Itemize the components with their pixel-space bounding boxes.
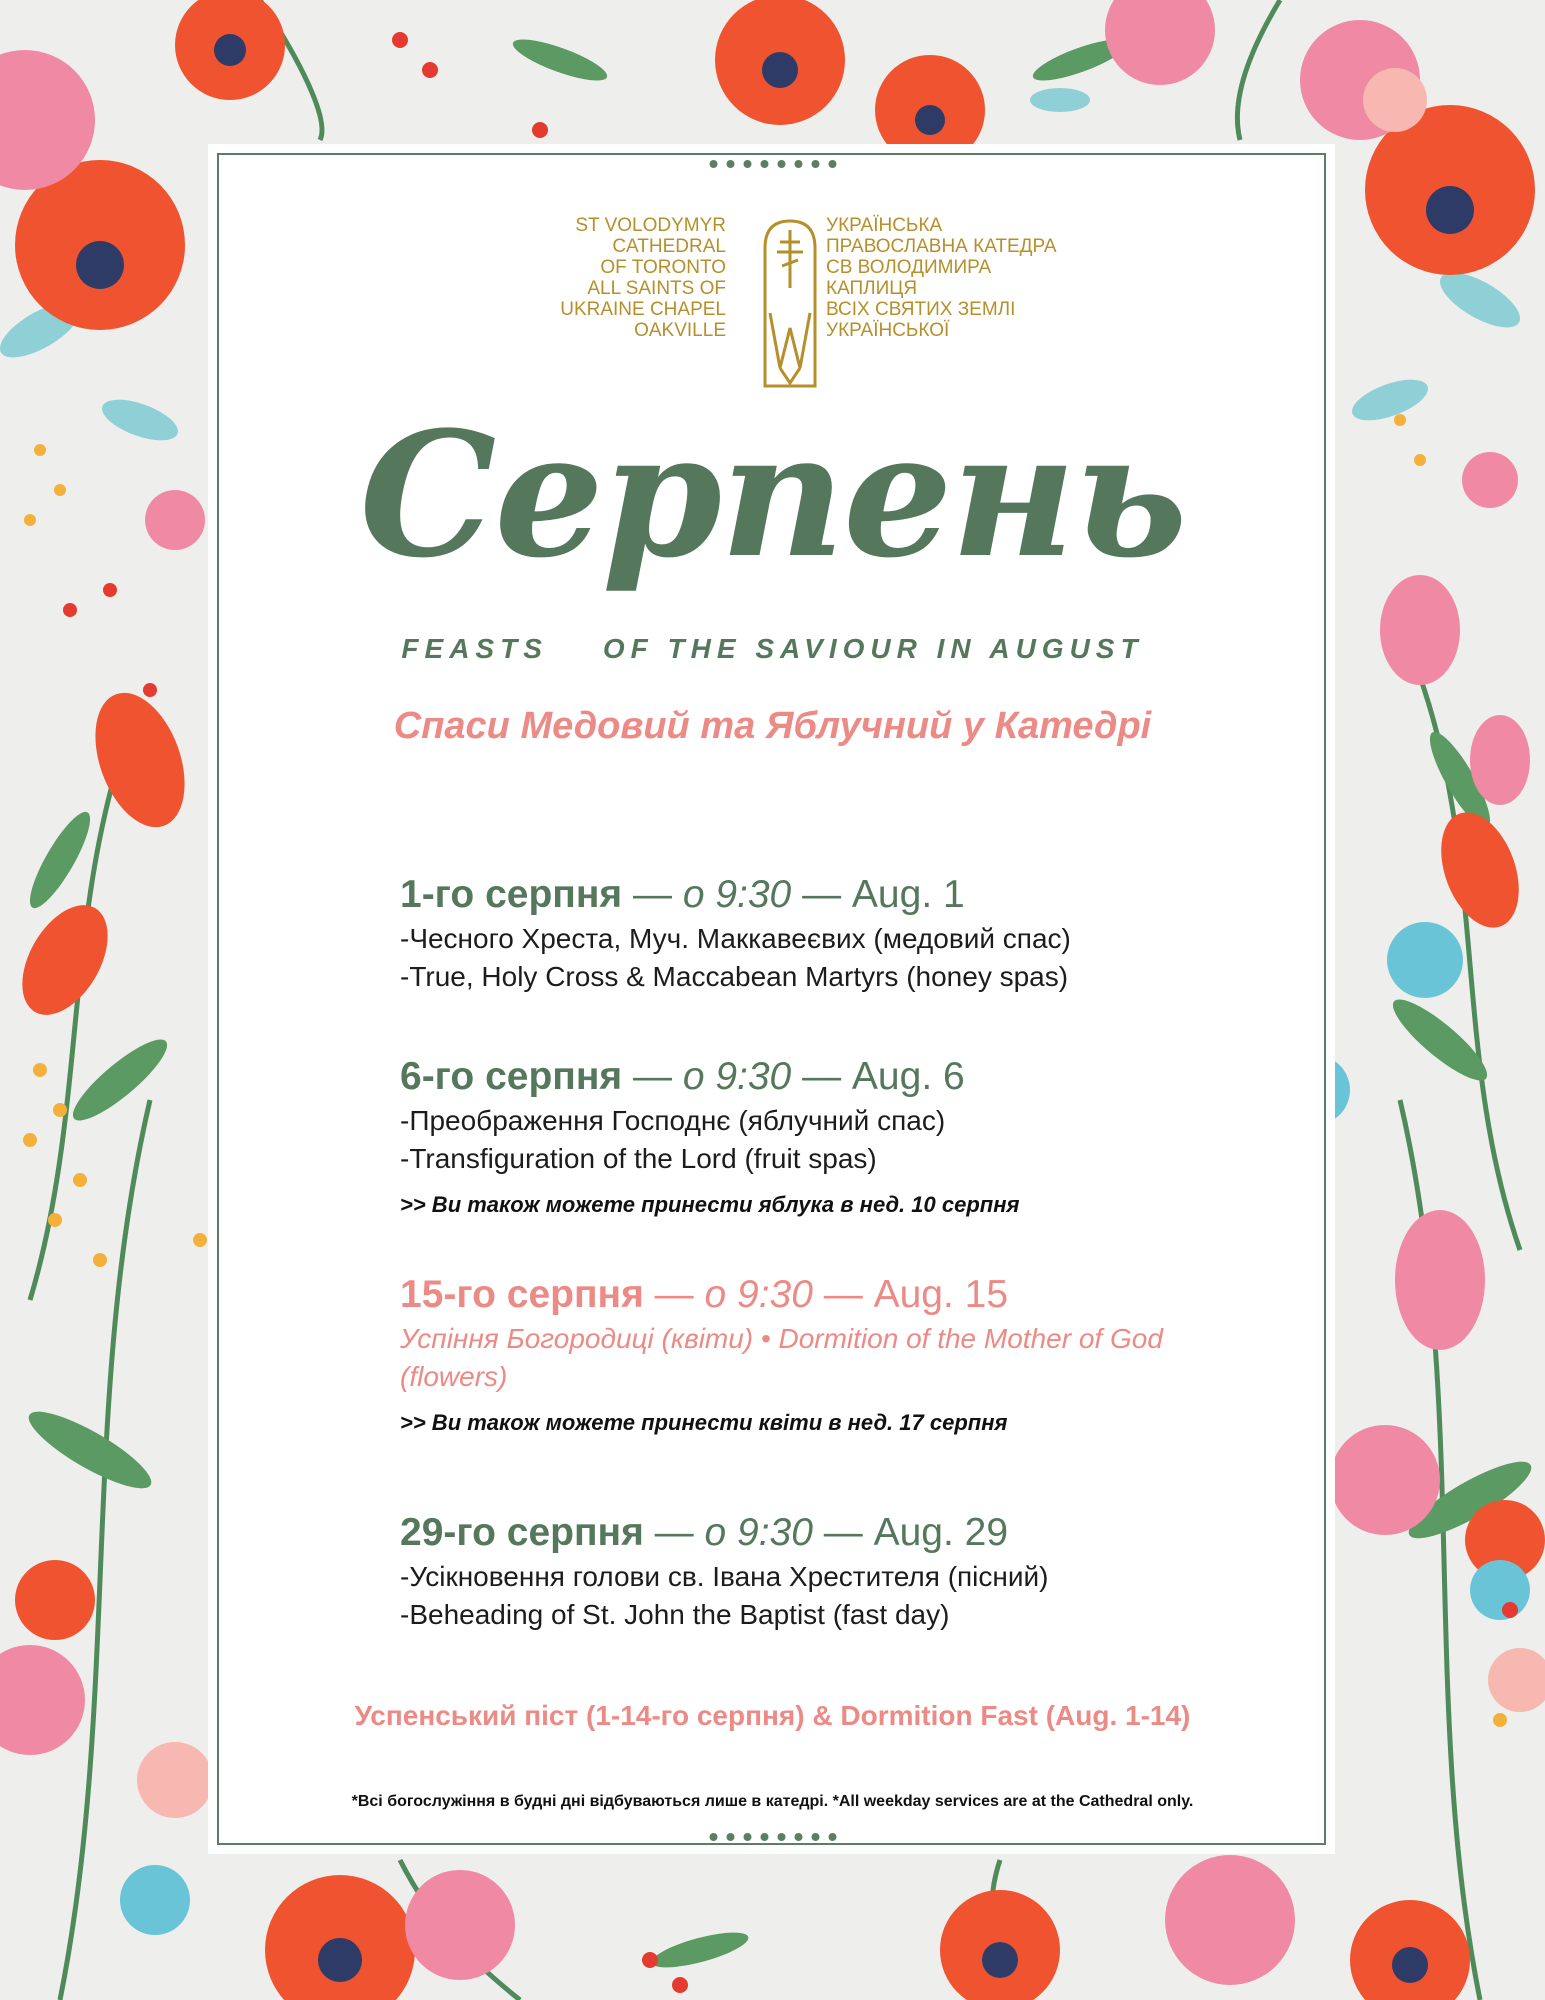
page-subtitle bbox=[0, 633, 1545, 665]
page-title: Серпень bbox=[359, 393, 1186, 596]
cathedral-logo bbox=[500, 215, 1100, 395]
logo-text-english: ST VOLODYMYR CATHEDRAL OF TORONTO ALL SAINTS OF UKRAINE CHAPEL OAKVILLE bbox=[560, 215, 726, 341]
tagline: Спаси Медовий та Яблучний у Катедрі bbox=[393, 705, 1152, 747]
event-description: -Чесного Хреста, Муч. Маккавеєвих (медовий спас) -True, Holy Cross & Maccabean Martyrs (honey spas) bbox=[400, 923, 1071, 992]
event-note: >> Ви також можете принести квіти в нед. 17 серпня bbox=[400, 1410, 1008, 1435]
subtitle-left: FEASTS bbox=[401, 633, 548, 664]
event-note: >> Ви також можете принести яблука в нед. 10 серпня bbox=[400, 1192, 1020, 1217]
event-aug-1 bbox=[400, 870, 1260, 996]
event-aug-29 bbox=[400, 1508, 1260, 1634]
fast-period: Успенський піст (1-14-го серпня) & Dormition Fast (Aug. 1-14) bbox=[354, 1700, 1191, 1731]
event-description: Успіння Богородиці (квіти) • Dormition of the Mother of God (flowers) bbox=[400, 1323, 1163, 1392]
cross-arch-icon bbox=[762, 218, 818, 388]
event-heading: 6-го серпня — о 9:30 — Aug. 6 bbox=[400, 1055, 965, 1098]
logo-text-ukrainian: УКРАЇНСЬКА ПРАВОСЛАВНА КАТЕДРА СВ ВОЛОДИМИРА КАПЛИЦЯ ВСІХ СВЯТИХ ЗЕМЛІ УКРАЇНСЬКОЇ bbox=[826, 215, 1057, 341]
frame-ornament-top bbox=[697, 160, 848, 168]
event-heading: 29-го серпня — о 9:30 — Aug. 29 bbox=[400, 1511, 1009, 1554]
event-description: -Усікновення голови св. Івана Хрестителя (пісний) -Beheading of St. John the Baptist (fast day) bbox=[400, 1561, 1049, 1630]
event-heading: 1-го серпня — о 9:30 — Aug. 1 bbox=[400, 873, 965, 916]
event-heading: 15-го серпня — о 9:30 — Aug. 15 bbox=[400, 1273, 1009, 1316]
subtitle-right: OF THE SAVIOUR IN AUGUST bbox=[602, 633, 1144, 664]
event-aug-6 bbox=[400, 1052, 1260, 1218]
event-aug-15 bbox=[400, 1270, 1240, 1436]
footer-note: *Всі богослужіння в будні дні відбуваються лише в катедрі. *All weekday services are at the Cathedral only. bbox=[351, 1793, 1194, 1810]
frame-ornament-bottom bbox=[697, 1833, 848, 1841]
event-description: -Преображення Господнє (яблучний спас) -Transfiguration of the Lord (fruit spas) bbox=[400, 1105, 946, 1174]
